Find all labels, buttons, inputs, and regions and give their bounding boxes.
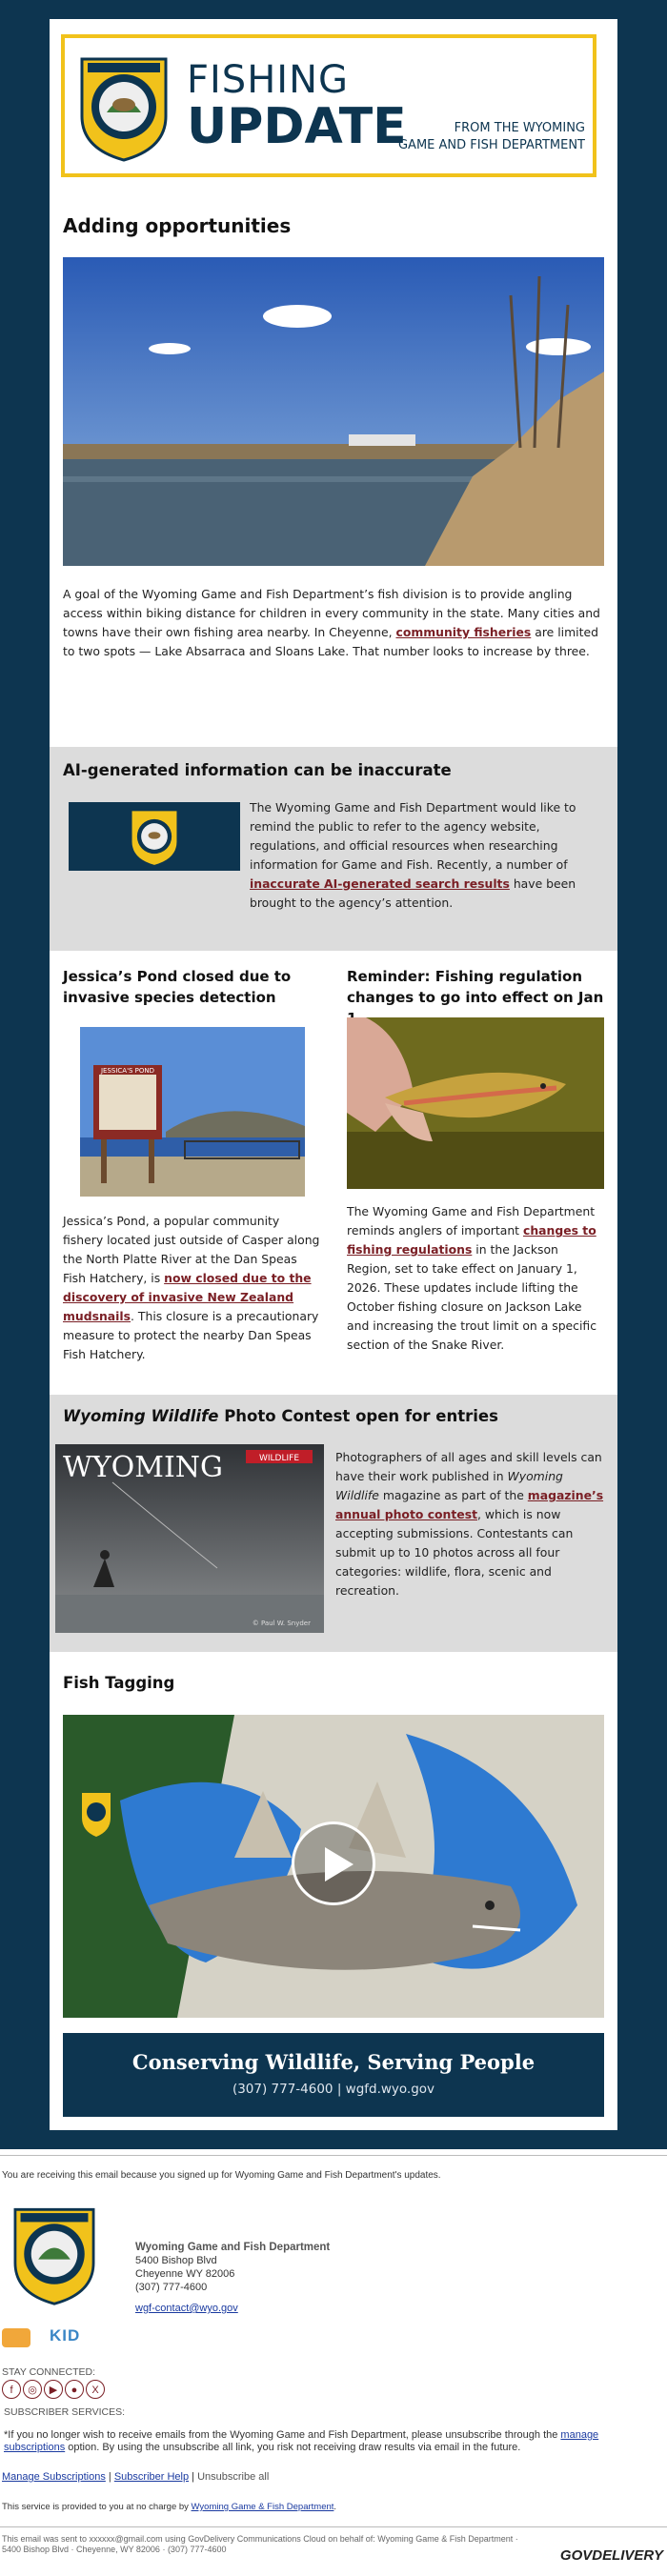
facebook-icon[interactable]: f: [2, 2380, 21, 2399]
signup-notice: You are receiving this email because you signed up for Wyoming Game and Fish Department's updates.: [2, 2170, 441, 2181]
photo-credit: © Paul W. Snyder: [252, 1620, 311, 1627]
body-text: in the Jackson Region, set to take effect on January 1, 2026. These updates include lifting the October fishing closure on Jackson Lake and increasing the trout limit on a specific section of the Snake River.: [347, 1242, 597, 1352]
fish-tagging-video[interactable]: [63, 1715, 604, 2018]
newsletter-card: [50, 19, 617, 2130]
kid-badge: KID: [50, 2326, 81, 2345]
body-text: Jessica’s Pond, a popular community fishery located just outside of Casper along the North Platte River at the Dan Speas Fish Hatchery, is: [63, 1214, 320, 1285]
body-text: A goal of the Wyoming Game and Fish Department’s fish division is to provide angling access within biking distance for children in every community in the state. Many cities and towns have their own fishing area nearby. In Cheyenne,: [63, 587, 600, 639]
org-phone: (307) 777-4600: [135, 2282, 208, 2293]
section-title: Fish Tagging: [63, 1674, 175, 1692]
section-regulation-changes: [334, 962, 617, 1381]
header: [50, 34, 617, 183]
service-notice: [2, 2502, 336, 2512]
email-footer: [0, 2149, 667, 2576]
wgfd-seal-icon: [124, 806, 185, 867]
header-title-update: UPDATE: [187, 98, 407, 155]
section-body: [63, 1212, 320, 1364]
org-addr1: 5400 Bishop Blvd: [135, 2255, 217, 2266]
unsubscribe-notice: [4, 2429, 659, 2454]
govdelivery-logo: GOVDELIVERY: [559, 2547, 663, 2564]
body-text: are limited to two spots — Lake Absarraca and Sloans Lake. That number looks to increase by three.: [63, 625, 598, 658]
magazine-title: WYOMING: [63, 1451, 224, 1484]
header-tagline: [398, 120, 585, 154]
org-address: [135, 2241, 330, 2315]
service-text: .: [334, 2502, 337, 2512]
wgfd-seal-icon: [4, 2201, 105, 2307]
wyoming-wildlife-cover-image: [55, 1444, 324, 1633]
section-title: Adding opportunities: [63, 214, 292, 237]
banner-title: Conserving Wildlife, Serving People: [131, 2050, 536, 2074]
footer-banner-wrap: [50, 2029, 617, 2130]
header-frame: [61, 34, 596, 177]
body-text: have been brought to the agency’s attention.: [250, 876, 576, 910]
subscription-links: Manage Subscriptions | Subscriber Help | Unsubscribe all: [2, 2471, 270, 2483]
magazine-badge: WILDLIFE: [258, 1454, 300, 1463]
divider: [0, 2155, 667, 2156]
pond-landscape-image: [63, 257, 604, 566]
header-tagline-2: GAME AND FISH DEPARTMENT: [397, 138, 585, 152]
manage-subscriptions-link[interactable]: Manage Subscriptions: [2, 2471, 106, 2483]
section-body: [63, 585, 604, 661]
play-icon: [325, 1847, 354, 1882]
flickr-icon[interactable]: ●: [65, 2380, 84, 2399]
jessicas-pond-sign-image: [80, 1027, 305, 1197]
unsubscribe-all-link[interactable]: Unsubscribe all: [197, 2471, 270, 2483]
youtube-icon[interactable]: ▶: [44, 2380, 63, 2399]
body-text: Photographers of all ages and skill levels can have their work published in: [335, 1450, 602, 1483]
section-title: Reminder: Fishing regulation changes to go into effect on Jan: [347, 968, 604, 1006]
org-addr2: Cheyenne WY 82006: [135, 2268, 235, 2280]
wgfd-link[interactable]: Wyoming Game & Fish Department: [191, 2502, 334, 2512]
header-tagline-1: FROM THE WYOMING: [454, 121, 585, 135]
x-icon[interactable]: X: [86, 2380, 105, 2399]
play-button[interactable]: [292, 1821, 375, 1905]
subscriber-help-link[interactable]: Subscriber Help: [113, 2471, 190, 2483]
title-italic: Wyoming Wildlife: [63, 1407, 219, 1425]
section-body: [250, 798, 604, 913]
section-body: [347, 1202, 604, 1355]
contact-email-link[interactable]: wgf-contact@wyo.gov: [135, 2303, 238, 2314]
sign-title: JESSICA'S POND: [100, 1067, 155, 1075]
jessicas-pond-closure-link[interactable]: now closed due to the discovery of invasive New Zealand mudsnails: [63, 1271, 312, 1323]
regulation-changes-link[interactable]: changes to fishing regulations: [347, 1223, 596, 1257]
banner-contact: (307) 777-4600 | wgfd.wyo.gov: [232, 2082, 435, 2097]
section-title: AI-generated information can be inaccurate: [63, 761, 452, 779]
service-text: This service is provided to you at no charge by: [2, 2502, 192, 2512]
section-adding-opportunities: [50, 213, 617, 699]
section-fish-tagging: [50, 1658, 617, 2029]
sent-notice: This email was sent to xxxxxx@gmail.com using GovDelivery Communications Cloud on behalf of: Wyoming Game & Fish Department · 5400 Bishop Blvd · Cheyenne, WY 82006 · (307) 777-4600: [2, 2534, 518, 2554]
section-body: [335, 1448, 606, 1600]
section-title: Jessica’s Pond closed due to invasive species detection: [63, 968, 292, 1006]
body-text: The Wyoming Game and Fish Department reminds anglers of important: [347, 1204, 596, 1238]
social-links: [2, 2380, 107, 2399]
body-italic: Wyoming Wildlife: [335, 1469, 563, 1502]
footer-banner: [63, 2033, 604, 2117]
unsub-text: *If you no longer wish to receive emails from the Wyoming Game and Fish Department, please unsubscribe through the: [4, 2429, 561, 2441]
title-rest: Photo Contest open for entries: [218, 1407, 498, 1425]
section-photo-contest: [50, 1395, 617, 1652]
inaccurate-ai-results-link[interactable]: inaccurate AI-generated search results: [250, 876, 510, 891]
org-name: Wyoming Game and Fish Department: [135, 2242, 331, 2253]
unsub-text: option. By using the unsubscribe all link, you risk not receiving draw results via email in the future.: [65, 2442, 521, 2453]
header-title-fishing: FISHING: [187, 58, 349, 102]
divider: [0, 2526, 667, 2527]
photo-contest-link[interactable]: magazine’s annual photo contest: [335, 1488, 604, 1521]
body-text: The Wyoming Game and Fish Department would like to remind the public to refer to the agency website, regulations, and official resources when researching information for Game and Fish. Recently, a number of: [250, 800, 576, 872]
section-ai-information: [50, 747, 617, 951]
trout-in-hand-image: [347, 1017, 604, 1189]
section-title: [63, 1406, 604, 1427]
section-jessicas-pond: [50, 962, 334, 1381]
body-text: magazine as part of the: [378, 1488, 528, 1502]
community-fisheries-link[interactable]: community fisheries: [395, 625, 532, 639]
body-text: . This closure is a precautionary measure to protect the nearby Dan Speas Fish Hatchery.: [63, 1309, 319, 1361]
body-text: , which is now accepting submissions. Contestants can submit up to 10 photos across all four categories: wildlife, flora, scenic and recreation.: [335, 1507, 574, 1598]
manage-subscriptions-inline-link[interactable]: manage subscriptions: [4, 2429, 599, 2453]
wyoming-badge: [2, 2328, 30, 2347]
stay-connected-label: STAY CONNECTED:: [2, 2366, 96, 2378]
wgfd-logo-tile: [69, 802, 240, 871]
instagram-icon[interactable]: ◎: [23, 2380, 42, 2399]
subscriber-services-label: SUBSCRIBER SERVICES:: [4, 2406, 126, 2418]
wgfd-seal-icon: [74, 50, 173, 164]
